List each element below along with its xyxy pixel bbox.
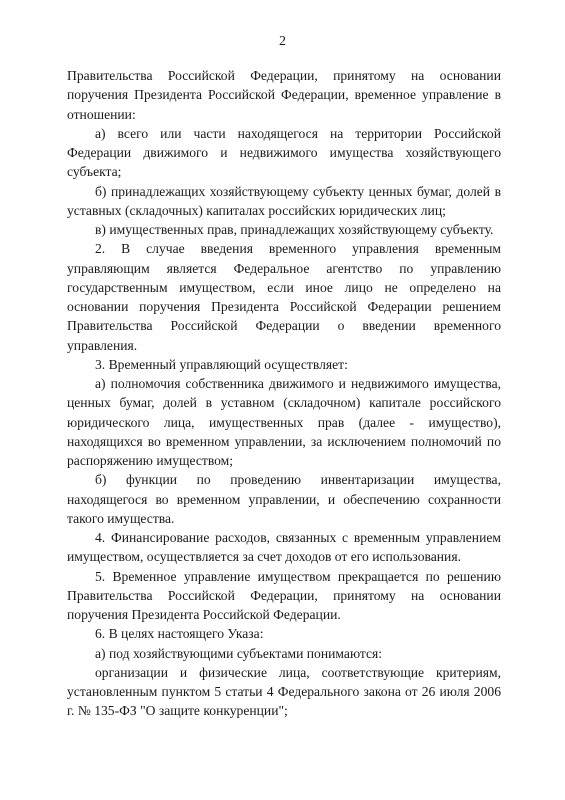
paragraph-3: 3. Временный управляющий осуществляет:	[95, 356, 348, 372]
paragraph-1a: а) всего или части находящегося на территории Российской Федерации движимого и недвижимого имущества хозяйствующего субъекта;	[67, 125, 501, 180]
paragraph-2: 2. В случае введения временного управления временным управляющим является Федеральное агентство по управлению государственным имуществом, если иное лицо не определено на основании поручения Президента Российской Федерации решением Правительства Российской Федерации о введении временного управления.	[67, 241, 501, 353]
paragraph-1v: в) имущественных прав, принадлежащих хозяйствующему субъекту.	[95, 222, 494, 237]
document-body	[67, 66, 501, 721]
paragraph-6: 6. В целях настоящего Указа:	[95, 626, 264, 642]
page-number: 2	[279, 34, 286, 49]
paragraph-6a: а) под хозяйствующими субъектами понимаются:	[95, 645, 383, 661]
paragraph-3b: б) функции по проведению инвентаризации имущества, находящегося во временном управлении, и обеспечению сохранности такого имущества.	[67, 472, 501, 526]
paragraph-3a: а) полномочия собственника движимого и недвижимого имущества, ценных бумаг, долей в уставном (складочном) капитале российского юридического лица, имущественных прав (далее - имущество), находящихся во временном управлении, за исключением полномочий по распоряжению имуществом;	[67, 376, 501, 468]
paragraph-4: 4. Финансирование расходов, связанных с временным управлением имуществом, осуществляется за счет доходов от его использования.	[67, 530, 501, 565]
paragraph-1b: б) принадлежащих хозяйствующему субъекту ценных бумаг, долей в уставных (складочных) капиталах российских юридических лиц;	[67, 183, 501, 218]
paragraph-6a-text: организации и физические лица, соответствующие критериям, установленным пунктом 5 статьи 4 Федерального закона от 26 июля 2006 г. № 135-ФЗ "О защите конкуренции";	[67, 664, 501, 719]
paragraph-5: 5. Временное управление имуществом прекращается по решению Правительства Российской Федерации, принятому на основании поручения Президента Российской Федерации.	[67, 568, 501, 622]
paragraph-continuation: Правительства Российской Федерации, принятому на основании поручения Президента Российской Федерации, временное управление в отношении:	[67, 68, 501, 122]
